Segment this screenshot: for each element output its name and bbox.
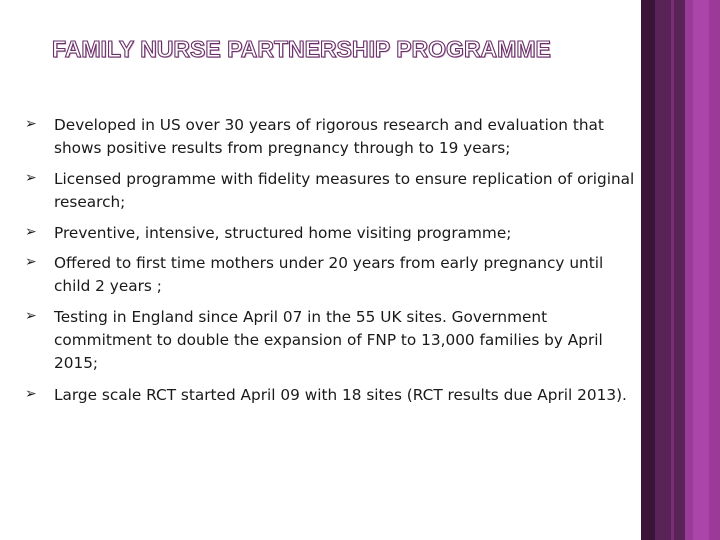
sidebar-stripe [655,0,685,540]
arrow-bullet-icon: ➢ [25,386,37,402]
arrow-bullet-icon: ➢ [25,254,37,270]
bullet-text: Licensed programme with fidelity measures to ensure replication of original research; [54,170,635,211]
sidebar-stripe [693,0,709,540]
arrow-bullet-icon: ➢ [25,224,37,240]
slide-title: FAMILY NURSE PARTNERSHIP PROGRAMME [52,36,551,62]
arrow-bullet-icon: ➢ [25,308,37,324]
arrow-bullet-icon: ➢ [25,170,37,186]
bullet-text: Developed in US over 30 years of rigorous research and evaluation that shows positive results from pregnancy through to 19 years; [54,116,604,157]
arrow-bullet-icon: ➢ [25,116,37,132]
sidebar-stripe [641,0,655,540]
bullet-text: Testing in England since April 07 in the 55 UK sites. Government commitment to double the expansion of FNP to 13,000 families by April 2015; [54,308,603,372]
sidebar-stripe [671,0,674,540]
bullet-text: Large scale RCT started April 09 with 18 sites (RCT results due April 2013). [54,386,627,404]
bullet-text: Offered to first time mothers under 20 years from early pregnancy until child 2 years ; [54,254,604,295]
decorative-sidebar [641,0,720,540]
bullet-text: Preventive, intensive, structured home visiting programme; [54,224,512,242]
